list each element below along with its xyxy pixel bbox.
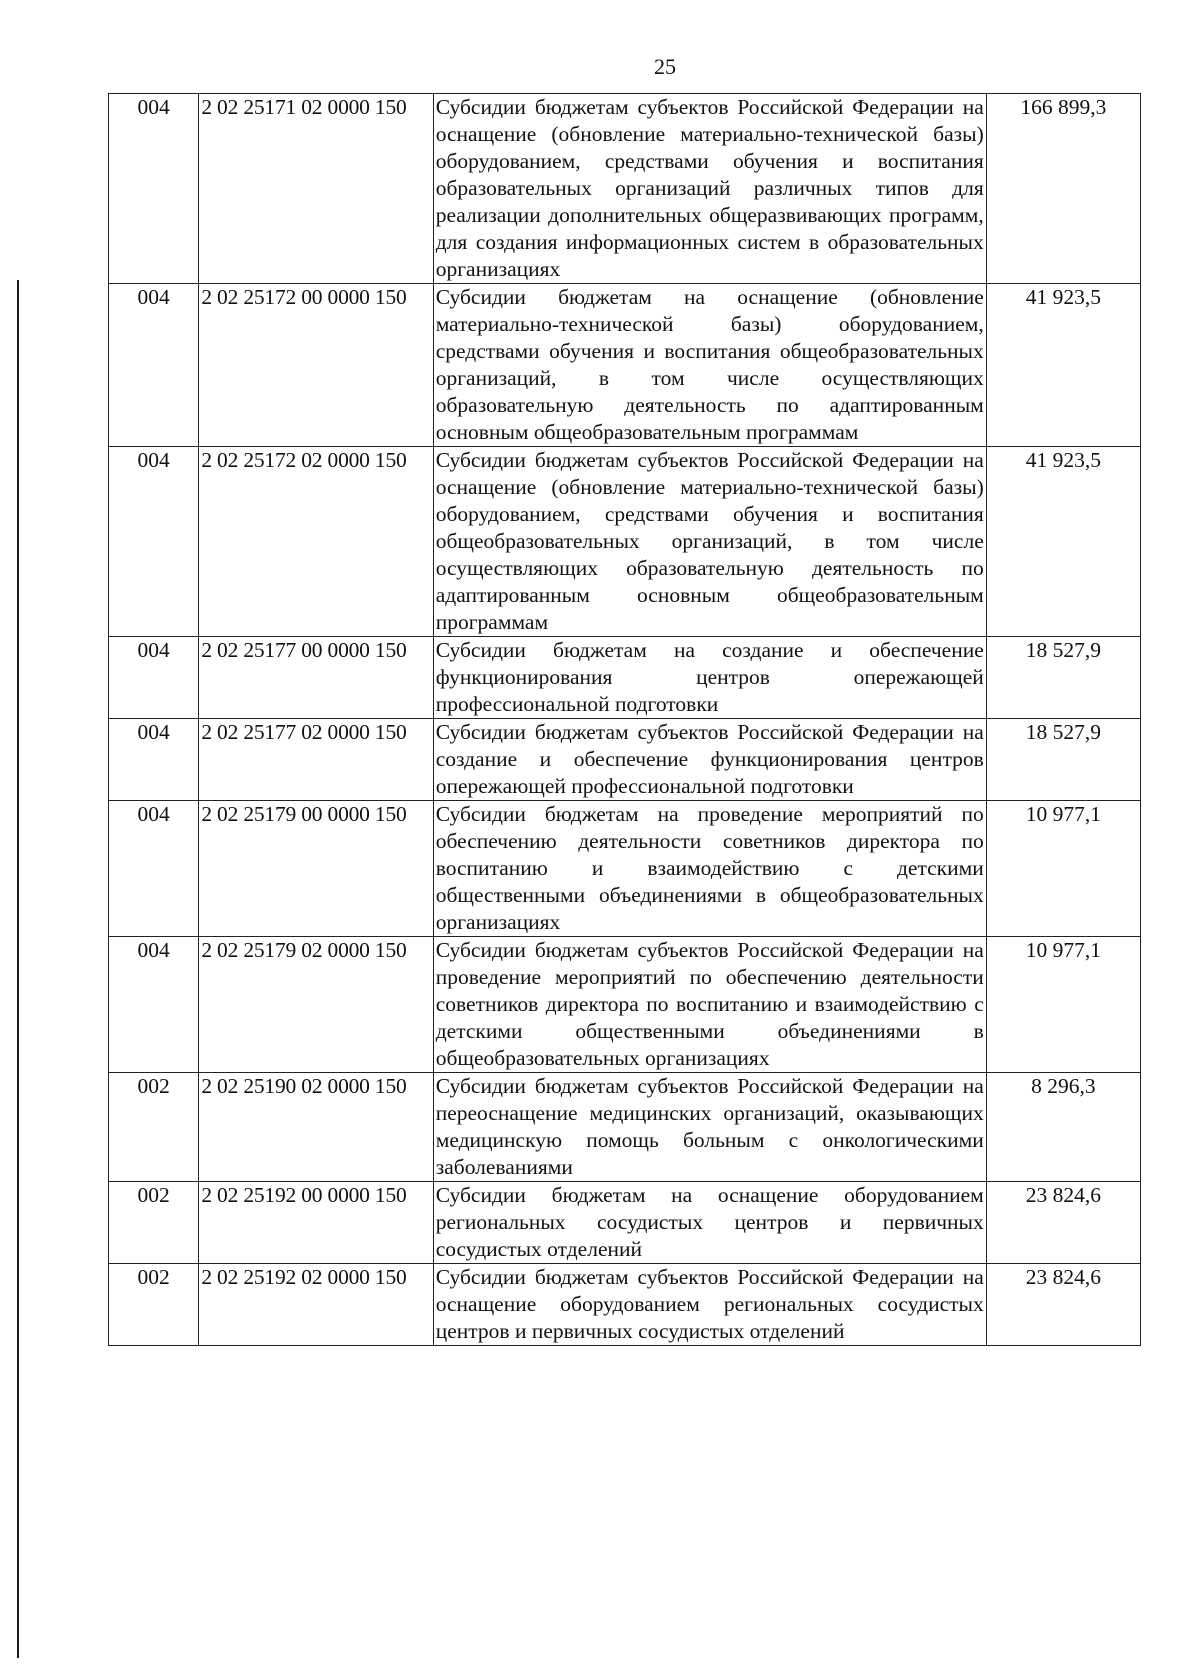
budget-code-cell: 2 02 25179 00 0000 150 [199,801,433,937]
income-name-cell: Субсидии бюджетам субъектов Российской Федерации на оснащение (обновление материально-технической базы) оборудованием, средствами обучения и воспитания общеобразовательных организаций, в том числе осуществляющих образовательную деятельность по адаптированным основным общеобразовательным программам [433,447,986,637]
income-name-cell: Субсидии бюджетам субъектов Российской Федерации на создание и обеспечение функционирования центров опережающей профессиональной подготовки [433,719,986,801]
income-name-cell: Субсидии бюджетам на проведение мероприятий по обеспечению деятельности советников директора по воспитанию и взаимодействию с детскими общественными объединениями в общеобразовательных организациях [433,801,986,937]
table-row [109,1073,1141,1182]
income-name-cell: Субсидии бюджетам субъектов Российской Федерации на оснащение оборудованием региональных сосудистых центров и первичных сосудистых отделений [433,1264,986,1346]
budget-code-cell: 2 02 25192 00 0000 150 [199,1182,433,1264]
amount-cell: 166 899,3 [986,94,1140,284]
left-margin-rule [17,280,19,1658]
income-name-cell: Субсидии бюджетам на оснащение (обновление материально-технической базы) оборудованием, средствами обучения и воспитания общеобразовательных организаций, в том числе осуществляющих образовательную деятельность по адаптированным основным общеобразовательным программам [433,284,986,447]
table-row [109,1264,1141,1346]
income-name-cell: Субсидии бюджетам на создание и обеспечение функционирования центров опережающей профессиональной подготовки [433,637,986,719]
budget-code-cell: 2 02 25172 02 0000 150 [199,447,433,637]
admin-code-cell: 004 [109,447,199,637]
admin-code-cell: 004 [109,94,199,284]
admin-code-cell: 004 [109,801,199,937]
table-row [109,284,1141,447]
income-name-cell: Субсидии бюджетам субъектов Российской Федерации на оснащение (обновление материально-технической базы) оборудованием, средствами обучения и воспитания образовательных организаций различных типов для реализации дополнительных общеразвивающих программ, для создания информационных систем в образовательных организациях [433,94,986,284]
budget-code-cell: 2 02 25177 02 0000 150 [199,719,433,801]
income-name-cell: Субсидии бюджетам субъектов Российской Федерации на переоснащение медицинских организаций, оказывающих медицинскую помощь больным с онкологическими заболеваниями [433,1073,986,1182]
income-name-cell: Субсидии бюджетам на оснащение оборудованием региональных сосудистых центров и первичных сосудистых отделений [433,1182,986,1264]
admin-code-cell: 004 [109,284,199,447]
amount-cell: 41 923,5 [986,447,1140,637]
amount-cell: 8 296,3 [986,1073,1140,1182]
amount-cell: 41 923,5 [986,284,1140,447]
page-number: 25 [654,54,676,79]
income-name-cell: Субсидии бюджетам субъектов Российской Федерации на проведение мероприятий по обеспечению деятельности советников директора по воспитанию и взаимодействию с детскими общественными объединениями в общеобразовательных организациях [433,937,986,1073]
table-row [109,94,1141,284]
admin-code-cell: 002 [109,1264,199,1346]
budget-code-cell: 2 02 25179 02 0000 150 [199,937,433,1073]
budget-code-cell: 2 02 25190 02 0000 150 [199,1073,433,1182]
admin-code-cell: 002 [109,1073,199,1182]
table-row [109,801,1141,937]
admin-code-cell: 004 [109,937,199,1073]
table-row [109,719,1141,801]
table-row [109,937,1141,1073]
admin-code-cell: 004 [109,719,199,801]
amount-cell: 23 824,6 [986,1264,1140,1346]
budget-code-cell: 2 02 25172 00 0000 150 [199,284,433,447]
table-row [109,447,1141,637]
table-row [109,1182,1141,1264]
admin-code-cell: 002 [109,1182,199,1264]
amount-cell: 10 977,1 [986,937,1140,1073]
admin-code-cell: 004 [109,637,199,719]
amount-cell: 18 527,9 [986,637,1140,719]
amount-cell: 18 527,9 [986,719,1140,801]
budget-code-cell: 2 02 25171 02 0000 150 [199,94,433,284]
amount-cell: 23 824,6 [986,1182,1140,1264]
amount-cell: 10 977,1 [986,801,1140,937]
budget-code-cell: 2 02 25177 00 0000 150 [199,637,433,719]
budget-revenue-table [108,93,1141,1346]
budget-code-cell: 2 02 25192 02 0000 150 [199,1264,433,1346]
table-row [109,637,1141,719]
